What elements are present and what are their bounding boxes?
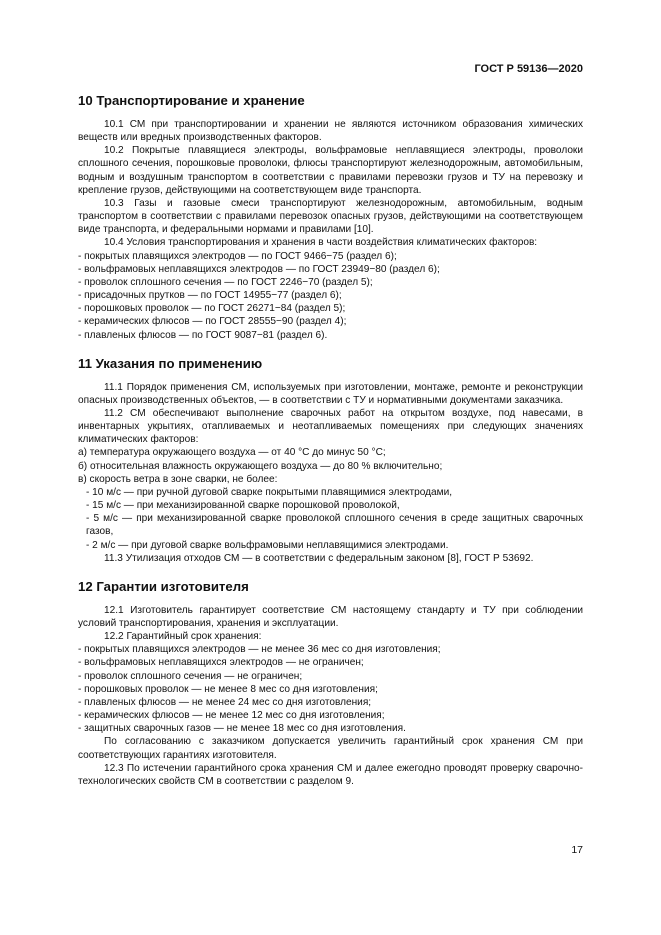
- section-11-title: 11 Указания по применению: [78, 355, 263, 371]
- section-12-title: 12 Гарантии изготовителя: [78, 578, 249, 594]
- paragraph-12-1: 12.1 Изготовитель гарантирует соответствие СМ настоящему стандарту и ТУ при соблюдении условий транспортирования, хранения и эксплуатации.: [78, 604, 583, 629]
- condition-b: б) относительная влажность окружающего воздуха — до 80 % включительно;: [78, 460, 443, 472]
- list-item: - вольфрамовых неплавящихся электродов — по ГОСТ 23949−80 (раздел 6);: [78, 263, 440, 275]
- list-item: - проволок сплошного сечения — по ГОСТ 2246−70 (раздел 5);: [78, 276, 373, 288]
- list-item: - порошковых проволок — по ГОСТ 26271−84 (раздел 5);: [78, 303, 346, 315]
- section-11-body: [78, 381, 583, 565]
- paragraph-10-4: 10.4 Условия транспортирования и хранения в части воздействия климатических факторов:: [104, 237, 538, 249]
- paragraph-11-2: 11.2 СМ обеспечивают выполнение сварочных работ на открытом воздухе, под навесами, в инвентарных укрытиях, отапливаемых и неотапливаемых помещениях при следующих значениях климатических факторов:: [78, 407, 583, 446]
- list-item: - керамических флюсов — не менее 12 мес со дня изготовления;: [78, 710, 385, 722]
- paragraph-10-1: 10.1 СМ при транспортировании и хранении не являются источником образования химических веществ или вредных производственных факторов.: [78, 119, 583, 144]
- list-item: - вольфрамовых неплавящихся электродов — не ограничен;: [78, 657, 364, 669]
- section-10-body: [78, 118, 583, 342]
- list-item: - проволок сплошного сечения — не ограничен;: [78, 670, 303, 682]
- list-item: - покрытых плавящихся электродов — не менее 36 мес со дня изготовления;: [78, 644, 441, 656]
- condition-a: а) температура окружающего воздуха — от 40 °С до минус 50 °С;: [78, 447, 386, 459]
- list-item: - плавленых флюсов — по ГОСТ 9087−81 (раздел 6).: [78, 329, 328, 341]
- wind-item: - 2 м/с — при дуговой сварке вольфрамовыми неплавящимися электродами.: [86, 539, 449, 551]
- wind-item: - 15 м/с — при механизированной сварке порошковой проволокой,: [86, 500, 400, 512]
- section-10-title: 10 Транспортирование и хранение: [78, 93, 305, 108]
- list-item: - керамических флюсов — по ГОСТ 28555−90 (раздел 4);: [78, 316, 347, 328]
- list-item: - присадочных прутков — по ГОСТ 14955−77 (раздел 6);: [78, 290, 342, 302]
- list-item: - плавленых флюсов — не менее 24 мес со дня изготовления;: [78, 696, 372, 708]
- paragraph-11-1: 11.1 Порядок применения СМ, используемых при изготовлении, монтаже, ремонте и реконструкции опасных производственных объектов, — в соответствии с ТУ и нормативными документами заказчика.: [78, 381, 583, 406]
- paragraph-11-3: 11.3 Утилизация отходов СМ — в соответствии с федеральным законом [8], ГОСТ Р 53692.: [104, 552, 534, 564]
- page-number: 17: [571, 844, 583, 856]
- page-content: [78, 93, 583, 788]
- paragraph-12-2-note: По согласованию с заказчиком допускается увеличить гарантийный срок хранения СМ при соответствующих гарантиях изготовителя.: [78, 736, 583, 761]
- wind-item: - 10 м/с — при ручной дуговой сварке покрытыми плавящимися электродами,: [86, 486, 453, 498]
- list-item: - защитных сварочных газов — не менее 18 мес со дня изготовления.: [78, 723, 406, 735]
- paragraph-10-2: 10.2 Покрытые плавящиеся электроды, вольфрамовые неплавящиеся электроды, проволоки сплошного сечения, порошковые проволоки, флюсы транспортируют железнодорожным, автомобильным, водным и воздушным транспортом в соответствии с правилами перевозки грузов и ТУ на перевозку и крепление грузов, действующими на соответствующем виде транспорта.: [78, 145, 583, 196]
- paragraph-10-3: 10.3 Газы и газовые смеси транспортируют железнодорожным, автомобильным, водным транспортом в соответствии с правилами перевозок опасных грузов, действующими на соответствующем виде транспорта, и федеральными нормами и правилами [10].: [78, 197, 583, 236]
- wind-item: - 5 м/с — при механизированной сварке проволокой сплошного сечения в среде защитных сварочных газов,: [86, 513, 583, 538]
- condition-c: в) скорость ветра в зоне сварки, не более:: [78, 473, 278, 485]
- section-12-body: [78, 604, 583, 788]
- document-code: ГОСТ Р 59136—2020: [474, 63, 583, 75]
- paragraph-12-2: 12.2 Гарантийный срок хранения:: [104, 631, 262, 643]
- paragraph-12-3: 12.3 По истечении гарантийного срока хранения СМ и далее ежегодно проводят проверку сварочно-технологических свойств СМ в соответствии с разделом 9.: [78, 762, 583, 787]
- list-item: - покрытых плавящихся электродов — по ГОСТ 9466−75 (раздел 6);: [78, 250, 397, 262]
- list-item: - порошковых проволок — не менее 8 мес со дня изготовления;: [78, 683, 378, 695]
